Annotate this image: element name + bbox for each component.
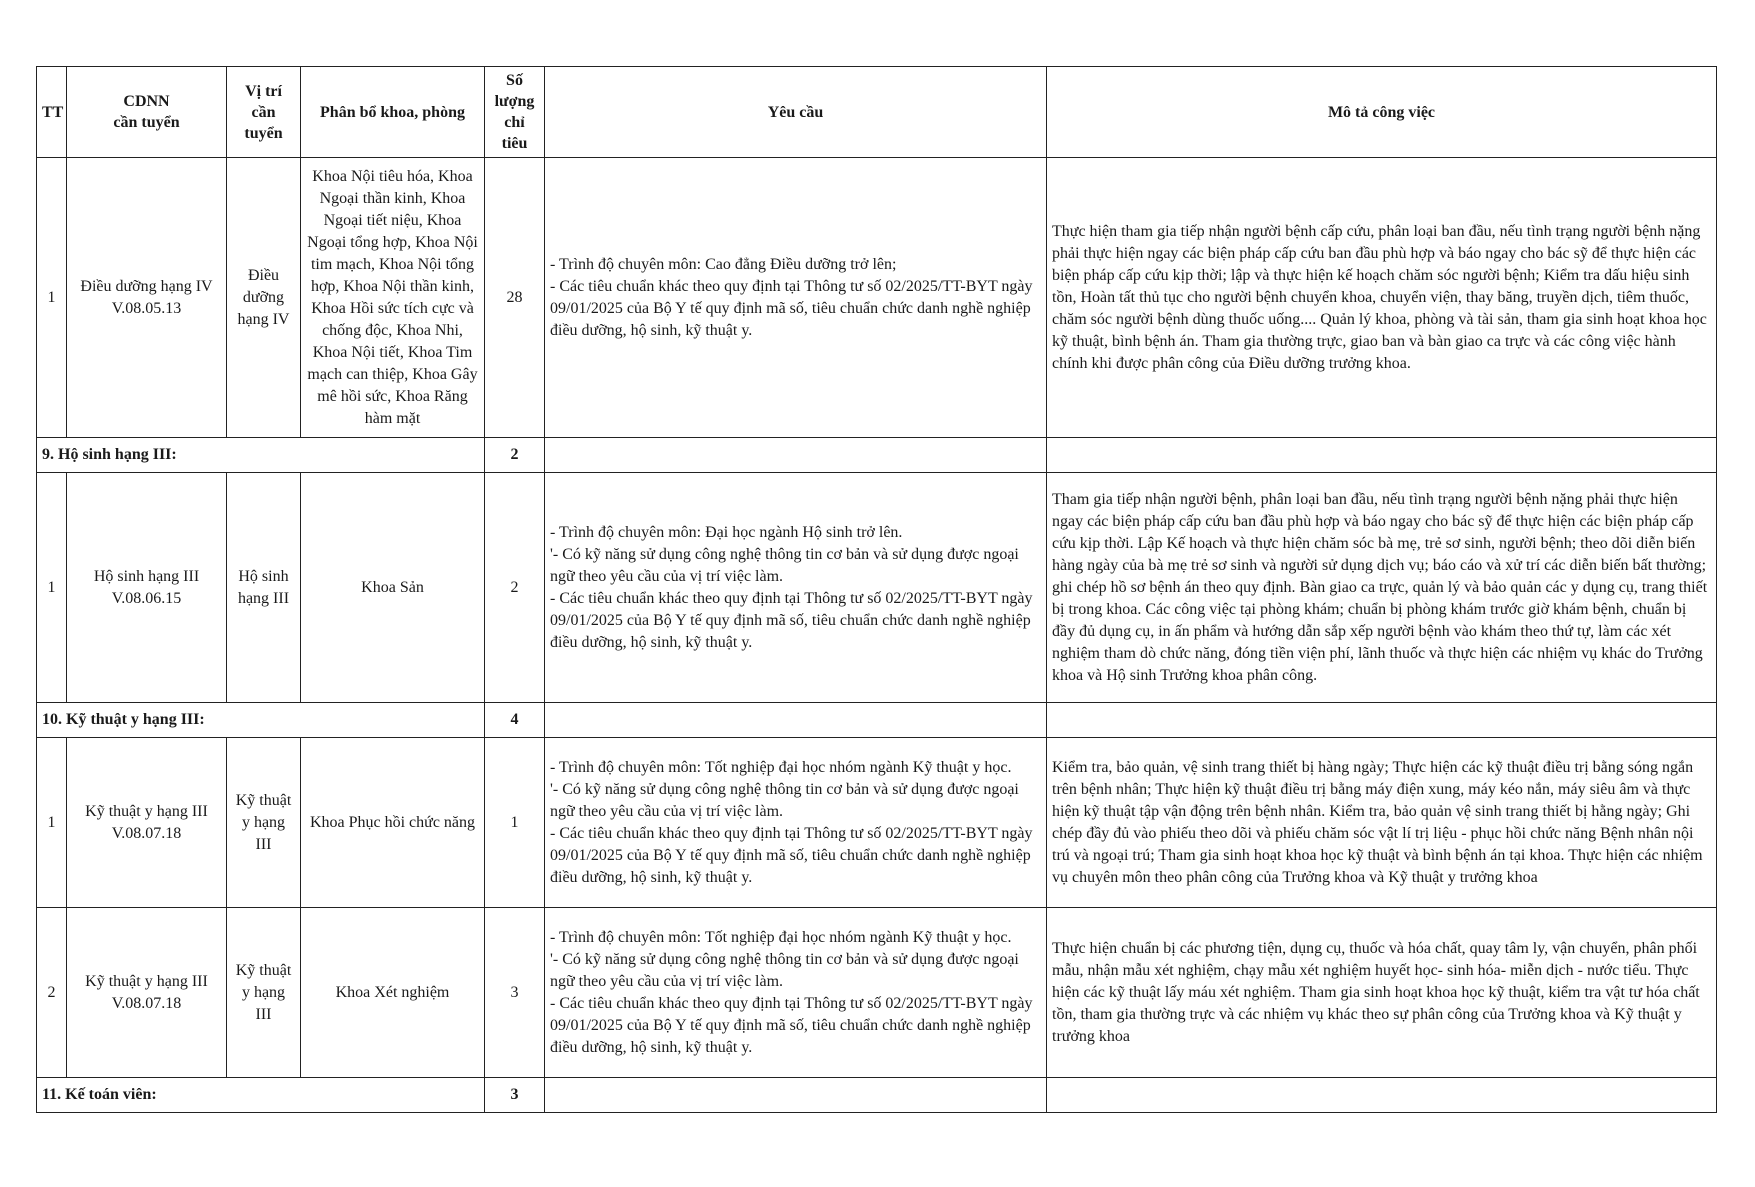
cell-tt: 2 xyxy=(37,908,67,1078)
section-title: 9. Hộ sinh hạng III: xyxy=(37,438,485,473)
section-count: 2 xyxy=(485,438,545,473)
cell-mota: Kiểm tra, bảo quản, vệ sinh trang thiết bị hàng ngày; Thực hiện các kỹ thuật điều trị bằng sóng ngắn trên bệnh nhân; Thực hiện kỹ thuật điều trị bằng máy điện xung, máy kéo nắn, máy siêu âm và thực hiện kỹ thuật tập vận động trên bệnh nhân. Kiểm tra, bảo quản vệ sinh trang thiết bị hằng ngày; Ghi chép đầy đủ vào phiếu theo dõi và phiếu chăm sóc vật lí trị liệu - phục hồi chức năng Bệnh nhân nội trú và ngoại trú; Tham gia sinh hoạt khoa học kỹ thuật và bình bệnh án tại khoa. Thực hiện các nhiệm vụ chuyên môn theo phân công của Trưởng khoa và Kỹ thuật y trưởng khoa xyxy=(1047,738,1717,908)
section-count: 3 xyxy=(485,1078,545,1113)
cell-cdnn: Kỹ thuật y hạng III V.08.07.18 xyxy=(67,738,227,908)
cell-cdnn: Điều dưỡng hạng IV V.08.05.13 xyxy=(67,158,227,438)
cell-yeucau: - Trình độ chuyên môn: Đại học ngành Hộ sinh trở lên. '- Có kỹ năng sử dụng công nghệ thông tin cơ bản và sử dụng được ngoại ngữ theo yêu cầu của vị trí việc làm. - Các tiêu chuẩn khác theo quy định tại Thông tư số 02/2025/TT-BYT ngày 09/01/2025 của Bộ Y tế quy định mã số, tiêu chuẩn chức danh nghề nghiệp điều dưỡng, hộ sinh, kỹ thuật y. xyxy=(545,473,1047,703)
cell-yeucau: - Trình độ chuyên môn: Cao đẳng Điều dưỡng trở lên; - Các tiêu chuẩn khác theo quy định tại Thông tư số 02/2025/TT-BYT ngày 09/01/2025 của Bộ Y tế quy định mã số, tiêu chuẩn chức danh nghề nghiệp điều dưỡng, hộ sinh, kỹ thuật y. xyxy=(545,158,1047,438)
cell-mota: Thực hiện tham gia tiếp nhận người bệnh cấp cứu, phân loại ban đầu, nếu tình trạng người bệnh nặng phải thực hiện ngay các biện pháp cấp cứu ban đầu phù hợp và báo ngay cho bác sỹ để thực hiện các biện pháp cấp cứu kịp thời; lập và thực hiện kế hoạch chăm sóc người bệnh; Kiểm tra dấu hiệu sinh tồn, Hoàn tất thủ tục cho người bệnh chuyển khoa, chuyển viện, thay băng, truyền dịch, tiêm thuốc, chăm sóc người bệnh dùng thuốc uống.... Quản lý khoa, phòng và tài sản, tham gia sinh hoạt khoa học kỹ thuật, bình bệnh án. Tham gia thường trực, giao ban và bàn giao ca trực và các công việc hành chính khi được phân công của Điều dưỡng trưởng khoa. xyxy=(1047,158,1717,438)
section-empty-yeucau xyxy=(545,703,1047,738)
header-row xyxy=(37,67,1717,158)
cell-mota: Thực hiện chuẩn bị các phương tiện, dụng cụ, thuốc và hóa chất, quay tâm ly, vận chuyển, phân phối mẫu, nhận mẫu xét nghiệm, chạy mẫu xét nghiệm huyết học- sinh hóa- miễn dịch - nước tiểu. Thực hiện các kỹ thuật lấy máu xét nghiệm. Tham gia sinh hoạt khoa học kỹ thuật, kiểm tra vật tư hóa chất tồn, tham gia thường trực và các nhiệm vụ khác theo sự phân công của Trưởng khoa và Kỹ thuật y trưởng khoa xyxy=(1047,908,1717,1078)
cell-vitri: Điều dưỡng hạng IV xyxy=(227,158,301,438)
cell-vitri: Kỹ thuật y hạng III xyxy=(227,738,301,908)
section-empty-mota xyxy=(1047,703,1717,738)
cell-vitri: Hộ sinh hạng III xyxy=(227,473,301,703)
cell-soluong: 3 xyxy=(485,908,545,1078)
header-yeucau: Yêu cầu xyxy=(545,67,1047,158)
section-row xyxy=(37,438,1717,473)
header-vitri: Vị trí cần tuyển xyxy=(227,67,301,158)
section-row xyxy=(37,703,1717,738)
header-tt: TT xyxy=(37,67,67,158)
section-title: 10. Kỹ thuật y hạng III: xyxy=(37,703,485,738)
cell-yeucau: - Trình độ chuyên môn: Tốt nghiệp đại học nhóm ngành Kỹ thuật y học. '- Có kỹ năng sử dụng công nghệ thông tin cơ bản và sử dụng được ngoại ngữ theo yêu cầu của vị trí việc làm. - Các tiêu chuẩn khác theo quy định tại Thông tư số 02/2025/TT-BYT ngày 09/01/2025 của Bộ Y tế quy định mã số, tiêu chuẩn chức danh nghề nghiệp điều dưỡng, hộ sinh, kỹ thuật y. xyxy=(545,908,1047,1078)
section-row xyxy=(37,1078,1717,1113)
recruitment-table-sheet xyxy=(36,66,1716,1113)
cell-soluong: 2 xyxy=(485,473,545,703)
cell-phanbo: Khoa Phục hồi chức năng xyxy=(301,738,485,908)
cell-mota: Tham gia tiếp nhận người bệnh, phân loại ban đầu, nếu tình trạng người bệnh nặng phải thực hiện ngay các biện pháp cấp cứu ban đầu phù hợp và báo ngay cho bác sỹ để thực hiện các biện pháp cấp cứu kịp thời. Lập Kế hoạch và thực hiện chăm sóc bà mẹ, trẻ sơ sinh, người bệnh; theo dõi diễn biến hàng ngày của bà mẹ trẻ sơ sinh và người sử dụng dịch vụ; báo cáo và xử trí các diễn biến bất thường; ghi chép hồ sơ bệnh án theo quy định. Bàn giao ca trực, quản lý và bảo quản các y dụng cụ, trang thiết bị trong khoa. Các công việc tại phòng khám; chuẩn bị phòng khám trước giờ khám bệnh, chuẩn bị đầy đủ dụng cụ, in ấn phẩm và hướng dẫn sắp xếp người bệnh vào khám theo thứ tự, làm các xét nghiệm tham dò chức năng, đóng tiền viện phí, lãnh thuốc và thực hiện các nhiệm vụ khác do Trưởng khoa và Hộ sinh Trưởng khoa phân công. xyxy=(1047,473,1717,703)
cell-soluong: 28 xyxy=(485,158,545,438)
section-empty-yeucau xyxy=(545,1078,1047,1113)
cell-tt: 1 xyxy=(37,473,67,703)
table-row xyxy=(37,908,1717,1078)
recruitment-table xyxy=(36,66,1717,1113)
header-cdnn: CDNN cần tuyển xyxy=(67,67,227,158)
table-row xyxy=(37,473,1717,703)
cell-cdnn: Kỹ thuật y hạng III V.08.07.18 xyxy=(67,908,227,1078)
section-title: 11. Kế toán viên: xyxy=(37,1078,485,1113)
table-row xyxy=(37,738,1717,908)
section-count: 4 xyxy=(485,703,545,738)
cell-tt: 1 xyxy=(37,738,67,908)
cell-yeucau: - Trình độ chuyên môn: Tốt nghiệp đại học nhóm ngành Kỹ thuật y học. '- Có kỹ năng sử dụng công nghệ thông tin cơ bản và sử dụng được ngoại ngữ theo yêu cầu của vị trí việc làm. - Các tiêu chuẩn khác theo quy định tại Thông tư số 02/2025/TT-BYT ngày 09/01/2025 của Bộ Y tế quy định mã số, tiêu chuẩn chức danh nghề nghiệp điều dưỡng, hộ sinh, kỹ thuật y. xyxy=(545,738,1047,908)
cell-phanbo: Khoa Xét nghiệm xyxy=(301,908,485,1078)
header-phanbo: Phân bổ khoa, phòng xyxy=(301,67,485,158)
cell-tt: 1 xyxy=(37,158,67,438)
section-empty-yeucau xyxy=(545,438,1047,473)
cell-phanbo: Khoa Nội tiêu hóa, Khoa Ngoại thần kinh, Khoa Ngoại tiết niệu, Khoa Ngoại tổng hợp, Khoa Nội tim mạch, Khoa Nội tổng hợp, Khoa Nội thần kinh, Khoa Hồi sức tích cực và chống độc, Khoa Nhi, Khoa Nội tiết, Khoa Tim mạch can thiệp, Khoa Gây mê hồi sức, Khoa Răng hàm mặt xyxy=(301,158,485,438)
section-empty-mota xyxy=(1047,438,1717,473)
cell-vitri: Kỹ thuật y hạng III xyxy=(227,908,301,1078)
section-empty-mota xyxy=(1047,1078,1717,1113)
cell-cdnn: Hộ sinh hạng III V.08.06.15 xyxy=(67,473,227,703)
table-row xyxy=(37,158,1717,438)
header-soluong: Số lượng chỉ tiêu xyxy=(485,67,545,158)
header-mota: Mô tả công việc xyxy=(1047,67,1717,158)
cell-phanbo: Khoa Sản xyxy=(301,473,485,703)
cell-soluong: 1 xyxy=(485,738,545,908)
